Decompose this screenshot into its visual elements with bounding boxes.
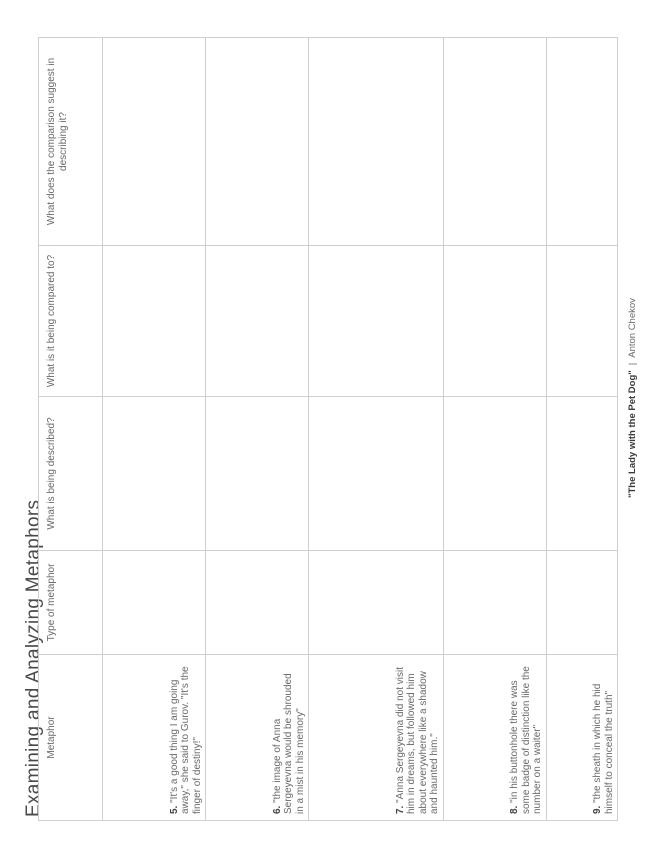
what-is-described-answer-cell[interactable] — [546, 397, 617, 551]
metaphor-text: "It's a good thing I am going away," she said to Gurov. "It's the finger of destiny!" — [168, 666, 203, 814]
type-of-metaphor-answer-cell[interactable] — [309, 551, 444, 655]
table-row — [103, 38, 206, 821]
metaphor-text: "in his buttonhole there was some badge of distinction like the number on a waiter" — [509, 666, 544, 814]
table-row — [546, 38, 617, 821]
footer-story-title: "The Lady with the Pet Dog" — [627, 370, 638, 498]
metaphor-cell — [103, 655, 206, 821]
table-row — [206, 38, 309, 821]
compared-to-answer-cell[interactable] — [206, 246, 309, 397]
what-is-described-answer-cell[interactable] — [309, 397, 444, 551]
comparison-suggests-answer-cell[interactable] — [309, 38, 444, 246]
type-of-metaphor-answer-cell[interactable] — [443, 551, 546, 655]
table-row — [443, 38, 546, 821]
page-footer — [627, 298, 638, 498]
metaphor-number: 5. — [168, 805, 180, 814]
comparison-suggests-answer-cell[interactable] — [443, 38, 546, 246]
what-is-described-answer-cell[interactable] — [443, 397, 546, 551]
table-header-row — [39, 38, 103, 821]
type-of-metaphor-answer-cell[interactable] — [546, 551, 617, 655]
metaphor-cell — [443, 655, 546, 821]
metaphor-number: 6. — [271, 805, 283, 814]
compared-to-answer-cell[interactable] — [309, 246, 444, 397]
header-what-is-described: What is being described? — [39, 397, 103, 551]
what-is-described-answer-cell[interactable] — [103, 397, 206, 551]
table-row — [309, 38, 444, 821]
compared-to-answer-cell[interactable] — [546, 246, 617, 397]
comparison-suggests-answer-cell[interactable] — [103, 38, 206, 246]
type-of-metaphor-answer-cell[interactable] — [206, 551, 309, 655]
what-is-described-answer-cell[interactable] — [206, 397, 309, 551]
page-title: Examining and Analyzing Metaphors — [23, 499, 44, 817]
metaphor-cell — [206, 655, 309, 821]
header-metaphor: Metaphor — [39, 655, 103, 821]
footer-author: Anton Chekov — [627, 298, 638, 358]
comparison-suggests-answer-cell[interactable] — [546, 38, 617, 246]
metaphor-text: "Anna Sergeyevna did not visit him in dreams, but followed him about everywhere like a shadow and haunted him." — [394, 667, 441, 814]
metaphor-text: "the sheath in which he hid himself to conceal the truth" — [592, 683, 615, 814]
compared-to-answer-cell[interactable] — [103, 246, 206, 397]
metaphor-cell — [309, 655, 444, 821]
type-of-metaphor-answer-cell[interactable] — [103, 551, 206, 655]
compared-to-answer-cell[interactable] — [443, 246, 546, 397]
metaphor-number: 7. — [394, 805, 406, 814]
metaphor-text: "the image of Anna Sergeyevna would be shrouded in a mist in his memory" — [271, 673, 306, 814]
header-type-of-metaphor: Type of metaphor — [39, 551, 103, 655]
metaphor-analysis-table — [38, 37, 618, 821]
header-comparison-suggests: What does the comparison suggest in describing it? — [39, 38, 103, 246]
metaphor-cell — [546, 655, 617, 821]
footer-separator: | — [627, 362, 638, 366]
metaphor-number: 8. — [509, 805, 521, 814]
metaphor-number: 9. — [592, 805, 603, 814]
header-compared-to: What is it being compared to? — [39, 246, 103, 397]
comparison-suggests-answer-cell[interactable] — [206, 38, 309, 246]
